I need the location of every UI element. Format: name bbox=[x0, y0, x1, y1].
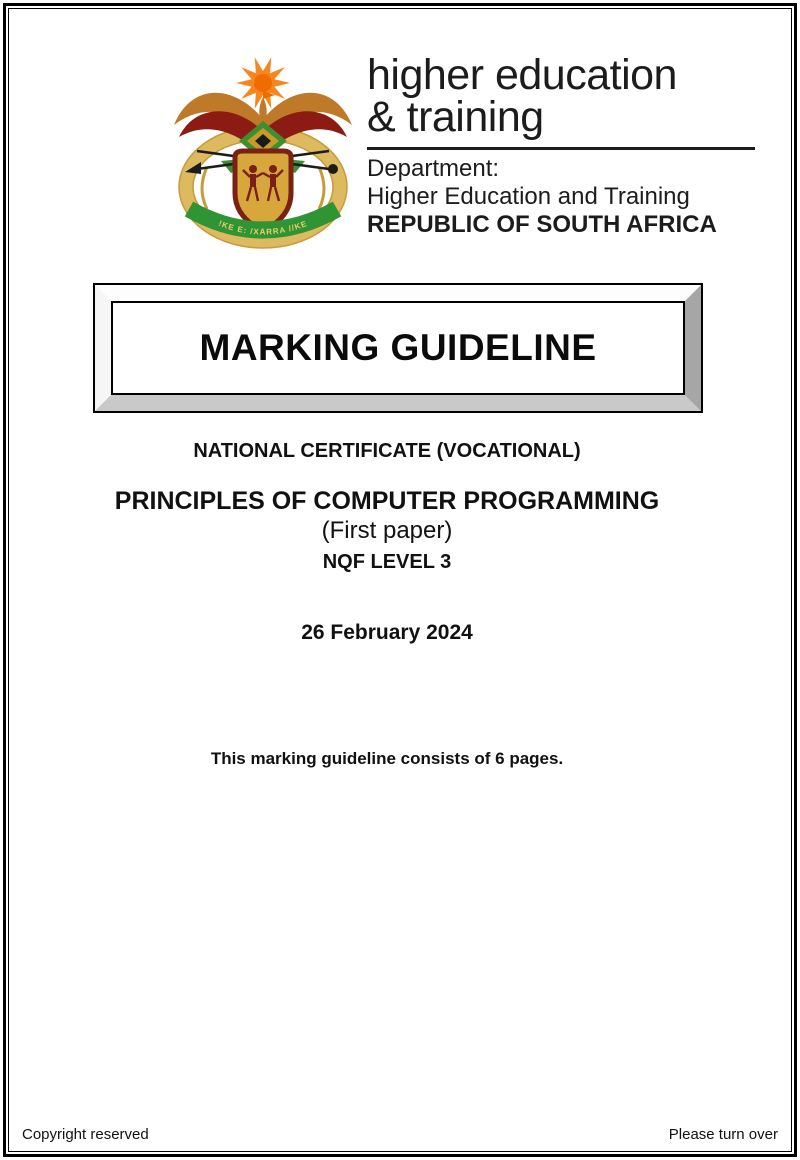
pages-note: This marking guideline consists of 6 pages. bbox=[210, 749, 564, 768]
department-label: Department: bbox=[367, 155, 500, 183]
brand-wordmark bbox=[367, 51, 755, 141]
footer-copyright: Copyright reserved bbox=[22, 1126, 149, 1143]
south-africa-coat-of-arms-icon bbox=[169, 55, 357, 251]
page-title: MARKING GUIDELINE bbox=[199, 327, 597, 368]
coat-of-arms-motto: !KE E: /XARRA //KE bbox=[217, 218, 309, 237]
title-box-inner bbox=[111, 301, 685, 395]
department-block bbox=[367, 155, 755, 238]
certificate-line: NATIONAL CERTIFICATE (VOCATIONAL) bbox=[193, 440, 581, 462]
page-outer-border bbox=[3, 3, 797, 1157]
subject-line: PRINCIPLES OF COMPUTER PROGRAMMING bbox=[114, 487, 660, 515]
brand-text-block bbox=[367, 51, 755, 239]
footer-turn-over: Please turn over bbox=[668, 1126, 778, 1143]
exam-details bbox=[9, 440, 791, 769]
country-name: REPUBLIC OF SOUTH AFRICA bbox=[367, 211, 717, 239]
department-name: Higher Education and Training bbox=[367, 183, 690, 211]
nqf-level-line: NQF LEVEL 3 bbox=[322, 551, 452, 573]
page-footer bbox=[22, 1126, 778, 1143]
page-inner-border bbox=[8, 8, 792, 1152]
brand-divider-rule bbox=[367, 147, 755, 150]
exam-date: 26 February 2024 bbox=[301, 621, 473, 644]
title-box-bevel bbox=[95, 285, 701, 411]
wordmark-line2: & training bbox=[367, 92, 544, 141]
paper-line: (First paper) bbox=[321, 517, 453, 544]
brand-header bbox=[169, 51, 791, 251]
title-box bbox=[93, 283, 703, 413]
wordmark-line1: higher education bbox=[367, 51, 677, 99]
